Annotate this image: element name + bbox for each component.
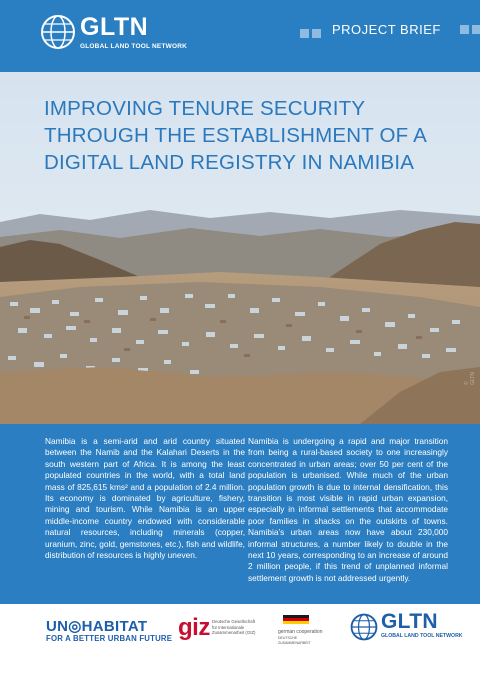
giz-logo: giz bbox=[178, 614, 210, 641]
unhabitat-tagline: FOR A BETTER URBAN FUTURE bbox=[46, 634, 173, 643]
german-cooperation-label: german cooperation bbox=[278, 629, 323, 635]
body-column-right: Namibia is undergoing a rapid and major transition from being a rural-based society to one increasingly concentrated in urban areas; over 50 per cent of the population is urbanised. While much of the urban population growth is due to internal densification, this transition is most visible in rapid urban expansion, especially in informal settlements that accommodate poor families in shacks on the outskirts of towns. Namibia’s urban areas now have about 230,000 informal structures, a number likely to double in the next 10 years, corresponding to an increase of around 2 million people, if this trend of unplanned informal settlement growth is not addressed urgently. bbox=[248, 436, 448, 583]
unhabitat-logo: UN◎HABITAT bbox=[46, 618, 148, 635]
german-cooperation-logo bbox=[278, 630, 328, 647]
globe-icon bbox=[40, 14, 76, 50]
photo-credit: © GLTN bbox=[464, 372, 476, 385]
project-brief-label: PROJECT BRIEF bbox=[332, 22, 441, 37]
body-column-left: Namibia is a semi-arid and arid country situated between the Namib and the Kalahari Deserts in the south western part of Africa. It is among the least populated countries in the world, with a total land mass of 825,615 kms² and a population of 2.4 million. Its economy is dominated by agriculture, fishery, mining and tourism. While Namibia is an upper middle-income country endowed with considerable natural resources, including minerals (copper, uranium, zinc, gold, gemstones, etc.), fish and wildlife, distribution of resources is highly uneven. bbox=[45, 436, 245, 561]
giz-logo-subtitle: Deutsche Gesellschaft für Internationale Zusammenarbeit (GIZ) bbox=[212, 619, 256, 635]
globe-icon bbox=[350, 613, 378, 641]
german-cooperation-sub: DEUTSCHE ZUSAMMENARBEIT bbox=[278, 635, 311, 645]
page-title: IMPROVING TENURE SECURITY THROUGH THE ESTABLISHMENT OF A DIGITAL LAND REGISTRY IN NAMIBIA bbox=[44, 97, 426, 174]
footer-gltn-logo: GLTN bbox=[381, 610, 438, 633]
footer-gltn-subtitle: GLOBAL LAND TOOL NETWORK bbox=[381, 633, 463, 639]
decorative-squares bbox=[300, 25, 324, 43]
decorative-square bbox=[460, 25, 469, 34]
german-flag-icon bbox=[283, 615, 309, 624]
decorative-square bbox=[472, 25, 480, 34]
header-logo-subtitle: GLOBAL LAND TOOL NETWORK bbox=[80, 43, 187, 50]
header-logo: GLTN bbox=[80, 13, 149, 41]
